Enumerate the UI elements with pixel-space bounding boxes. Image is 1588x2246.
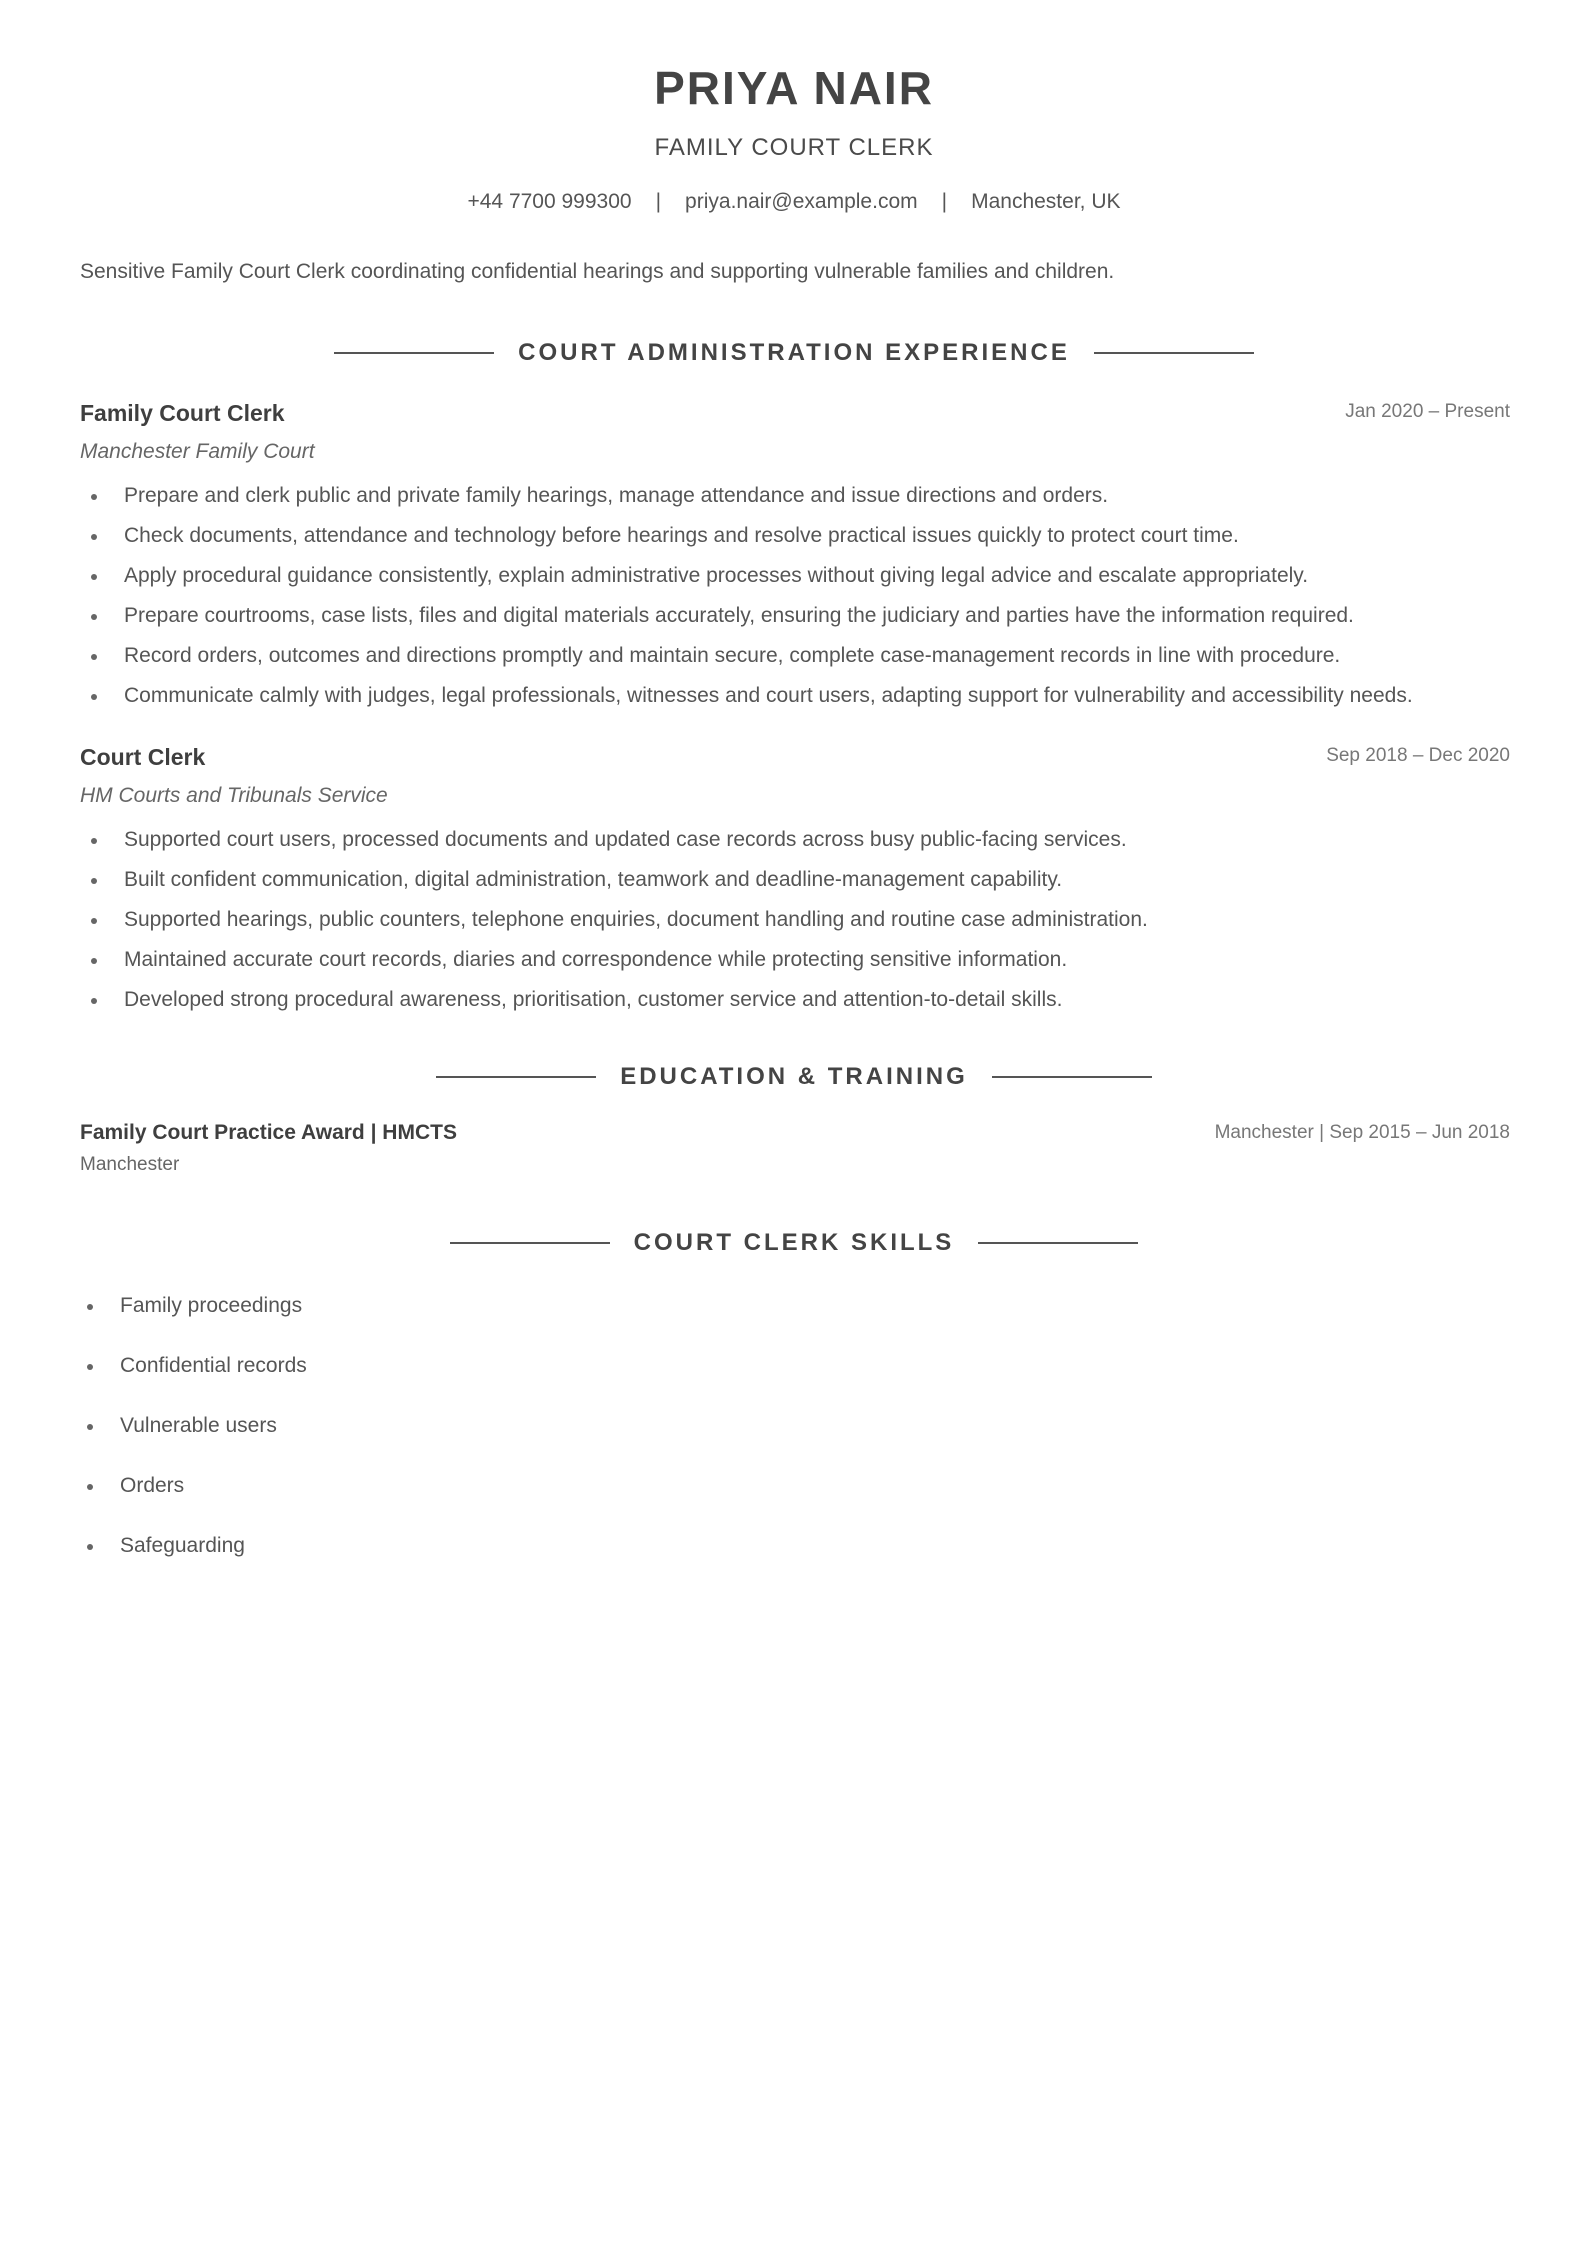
heading-rule-left	[450, 1242, 610, 1244]
list-item: Apply procedural guidance consistently, explain administrative processes without giving legal advice and escalate appropriately.	[80, 562, 1520, 602]
job-1-employer: Manchester Family Court	[80, 440, 315, 463]
education-meta: Manchester | Sep 2015 – Jun 2018	[1214, 1122, 1510, 1143]
list-item: Communicate calmly with judges, legal professionals, witnesses and court users, adapting support for vulnerability and accessibility needs.	[80, 682, 1520, 722]
heading-rule-right	[992, 1076, 1152, 1078]
section-heading-label: COURT ADMINISTRATION EXPERIENCE	[518, 339, 1070, 366]
experience-section-heading	[0, 336, 1588, 370]
job-2-bullets	[80, 826, 1520, 1026]
list-item: Supported hearings, public counters, telephone enquiries, document handling and routine case administration.	[80, 906, 1520, 946]
contact-separator: |	[655, 190, 662, 213]
list-item: Developed strong procedural awareness, prioritisation, customer service and attention-to-detail skills.	[80, 986, 1520, 1026]
skills-section-heading	[0, 1226, 1588, 1260]
education-title: Family Court Practice Award | HMCTS	[80, 1121, 457, 1144]
job-1-dates: Jan 2020 – Present	[1345, 401, 1510, 422]
list-item: Maintained accurate court records, diaries and correspondence while protecting sensitive information.	[80, 946, 1520, 986]
professional-summary: Sensitive Family Court Clerk coordinating confidential hearings and supporting vulnerable families and children.	[80, 260, 1115, 283]
skill-item: Family proceedings	[80, 1292, 680, 1352]
job-2-employer: HM Courts and Tribunals Service	[80, 784, 388, 807]
section-heading-label: COURT CLERK SKILLS	[633, 1229, 955, 1256]
contact-line	[0, 188, 1588, 216]
contact-separator: |	[941, 190, 948, 213]
education-section-heading	[0, 1060, 1588, 1094]
list-item: Supported court users, processed documents and updated case records across busy public-facing services.	[80, 826, 1520, 866]
skill-item: Vulnerable users	[80, 1412, 680, 1472]
heading-rule-right	[1094, 352, 1254, 354]
section-heading-label: EDUCATION & TRAINING	[620, 1063, 968, 1090]
phone-number: +44 7700 999300	[467, 190, 632, 213]
heading-rule-left	[334, 352, 494, 354]
heading-rule-left	[436, 1076, 596, 1078]
skill-item: Orders	[80, 1472, 680, 1532]
location: Manchester, UK	[971, 190, 1121, 213]
education-location: Manchester	[80, 1154, 180, 1175]
skills-list	[80, 1292, 680, 1592]
skill-item: Confidential records	[80, 1352, 680, 1412]
list-item: Record orders, outcomes and directions promptly and maintain secure, complete case-management records in line with procedure.	[80, 642, 1520, 682]
job-title-heading: FAMILY COURT CLERK	[654, 134, 934, 161]
email-address: priya.nair@example.com	[685, 190, 918, 213]
candidate-name: PRIYA NAIR	[654, 62, 934, 114]
list-item: Check documents, attendance and technology before hearings and resolve practical issues quickly to protect court time.	[80, 522, 1520, 562]
heading-rule-right	[978, 1242, 1138, 1244]
list-item: Built confident communication, digital administration, teamwork and deadline-management capability.	[80, 866, 1520, 906]
job-1-bullets	[80, 482, 1520, 722]
job-1-title: Family Court Clerk	[80, 400, 285, 426]
job-2-title: Court Clerk	[80, 744, 206, 770]
list-item: Prepare and clerk public and private family hearings, manage attendance and issue directions and orders.	[80, 482, 1520, 522]
job-2-dates: Sep 2018 – Dec 2020	[1326, 745, 1510, 766]
skill-item: Safeguarding	[80, 1532, 680, 1592]
list-item: Prepare courtrooms, case lists, files and digital materials accurately, ensuring the judiciary and parties have the information required.	[80, 602, 1520, 642]
